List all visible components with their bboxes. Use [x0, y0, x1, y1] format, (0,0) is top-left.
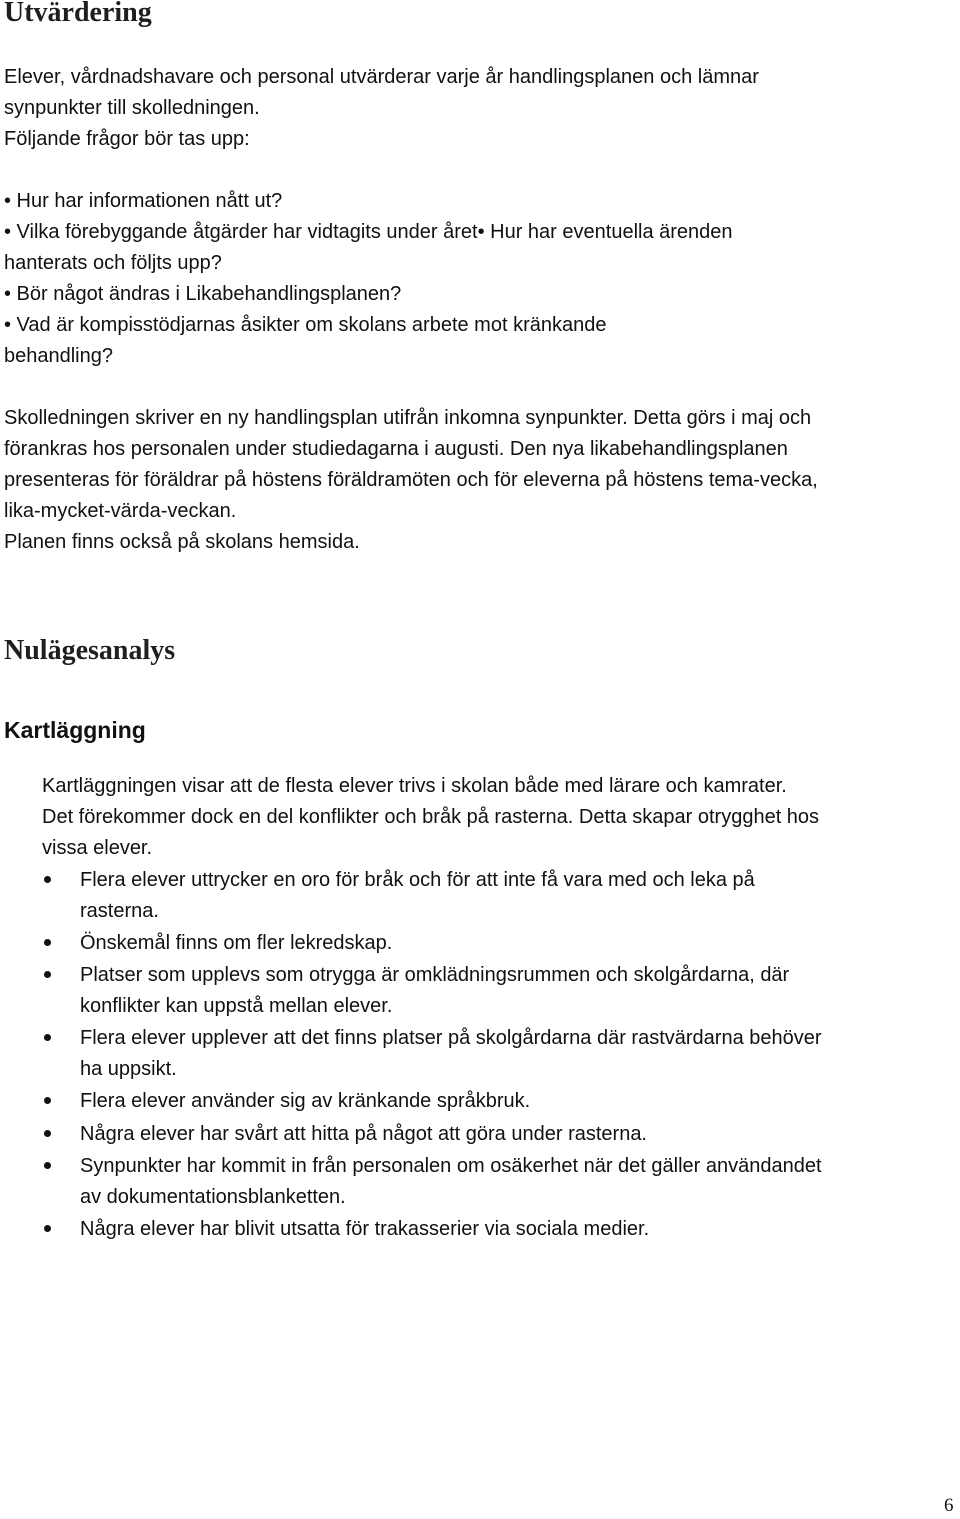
bullet-icon	[44, 1130, 51, 1137]
paragraph-line: Planen finns också på skolans hemsida.	[4, 531, 360, 553]
list-item-text: ha uppsikt.	[80, 1058, 177, 1080]
list-item-text: rasterna.	[80, 900, 159, 922]
question-line: • Hur har informationen nått ut?	[4, 190, 283, 212]
paragraph-line: lika-mycket-värda-veckan.	[4, 500, 237, 522]
list-item-text: Önskemål finns om fler lekredskap.	[80, 932, 393, 954]
list-item-text: konflikter kan uppstå mellan elever.	[80, 995, 393, 1017]
intro-line: Elever, vårdnadshavare och personal utvärderar varje år handlingsplanen och lämnar	[4, 66, 759, 88]
paragraph-line: Skolledningen skriver en ny handlingsplan utifrån inkomna synpunkter. Detta görs i maj och	[4, 407, 812, 429]
bullet-icon	[44, 1034, 51, 1041]
section-heading-nulagesanalys: Nulägesanalys	[4, 635, 176, 666]
paragraph-line: presenteras för föräldrar på höstens föräldramöten och för eleverna på höstens tema-vecka,	[4, 469, 818, 491]
list-item-text: Flera elever uttrycker en oro för bråk och för att inte få vara med och leka på	[80, 869, 755, 891]
kartlaggning-line: Kartläggningen visar att de flesta elever trivs i skolan både med lärare och kamrater.	[42, 775, 787, 797]
list-item-text: av dokumentationsblanketten.	[80, 1186, 346, 1208]
question-line: • Vad är kompisstödjarnas åsikter om skolans arbete mot kränkande	[4, 314, 607, 336]
paragraph-line: förankras hos personalen under studiedagarna i augusti. Den nya likabehandlingsplanen	[4, 438, 788, 460]
question-line: • Vilka förebyggande åtgärder har vidtagits under året• Hur har eventuella ärenden	[4, 221, 733, 243]
list-item-text: Några elever har blivit utsatta för trakasserier via sociala medier.	[80, 1218, 650, 1240]
intro-line: synpunkter till skolledningen.	[4, 97, 260, 119]
bullet-icon	[44, 1225, 51, 1232]
section-heading-utvardering: Utvärdering	[4, 0, 152, 28]
list-item-text: Platser som upplevs som otrygga är omklädningsrummen och skolgårdarna, där	[80, 964, 790, 986]
list-item-text: Flera elever upplever att det finns platser på skolgårdarna där rastvärdarna behöver	[80, 1027, 822, 1049]
intro-line: Följande frågor bör tas upp:	[4, 128, 250, 150]
kartlaggning-line: vissa elever.	[42, 837, 153, 859]
list-item-text: Synpunkter har kommit in från personalen om osäkerhet när det gäller användandet	[80, 1155, 822, 1177]
list-item-text: Några elever har svårt att hitta på något att göra under rasterna.	[80, 1123, 647, 1145]
bullet-icon	[44, 1162, 51, 1169]
bullet-icon	[44, 876, 51, 883]
kartlaggning-line: Det förekommer dock en del konflikter och bråk på rasterna. Detta skapar otrygghet hos	[42, 806, 820, 828]
page-number: 6	[944, 1495, 954, 1516]
subheading-kartlaggning: Kartläggning	[4, 717, 146, 743]
bullet-icon	[44, 1097, 51, 1104]
question-line: behandling?	[4, 345, 113, 367]
list-item-text: Flera elever använder sig av kränkande språkbruk.	[80, 1090, 531, 1112]
question-line: • Bör något ändras i Likabehandlingsplanen?	[4, 283, 402, 305]
question-line: hanterats och följts upp?	[4, 252, 222, 274]
bullet-icon	[44, 971, 51, 978]
bullet-icon	[44, 939, 51, 946]
